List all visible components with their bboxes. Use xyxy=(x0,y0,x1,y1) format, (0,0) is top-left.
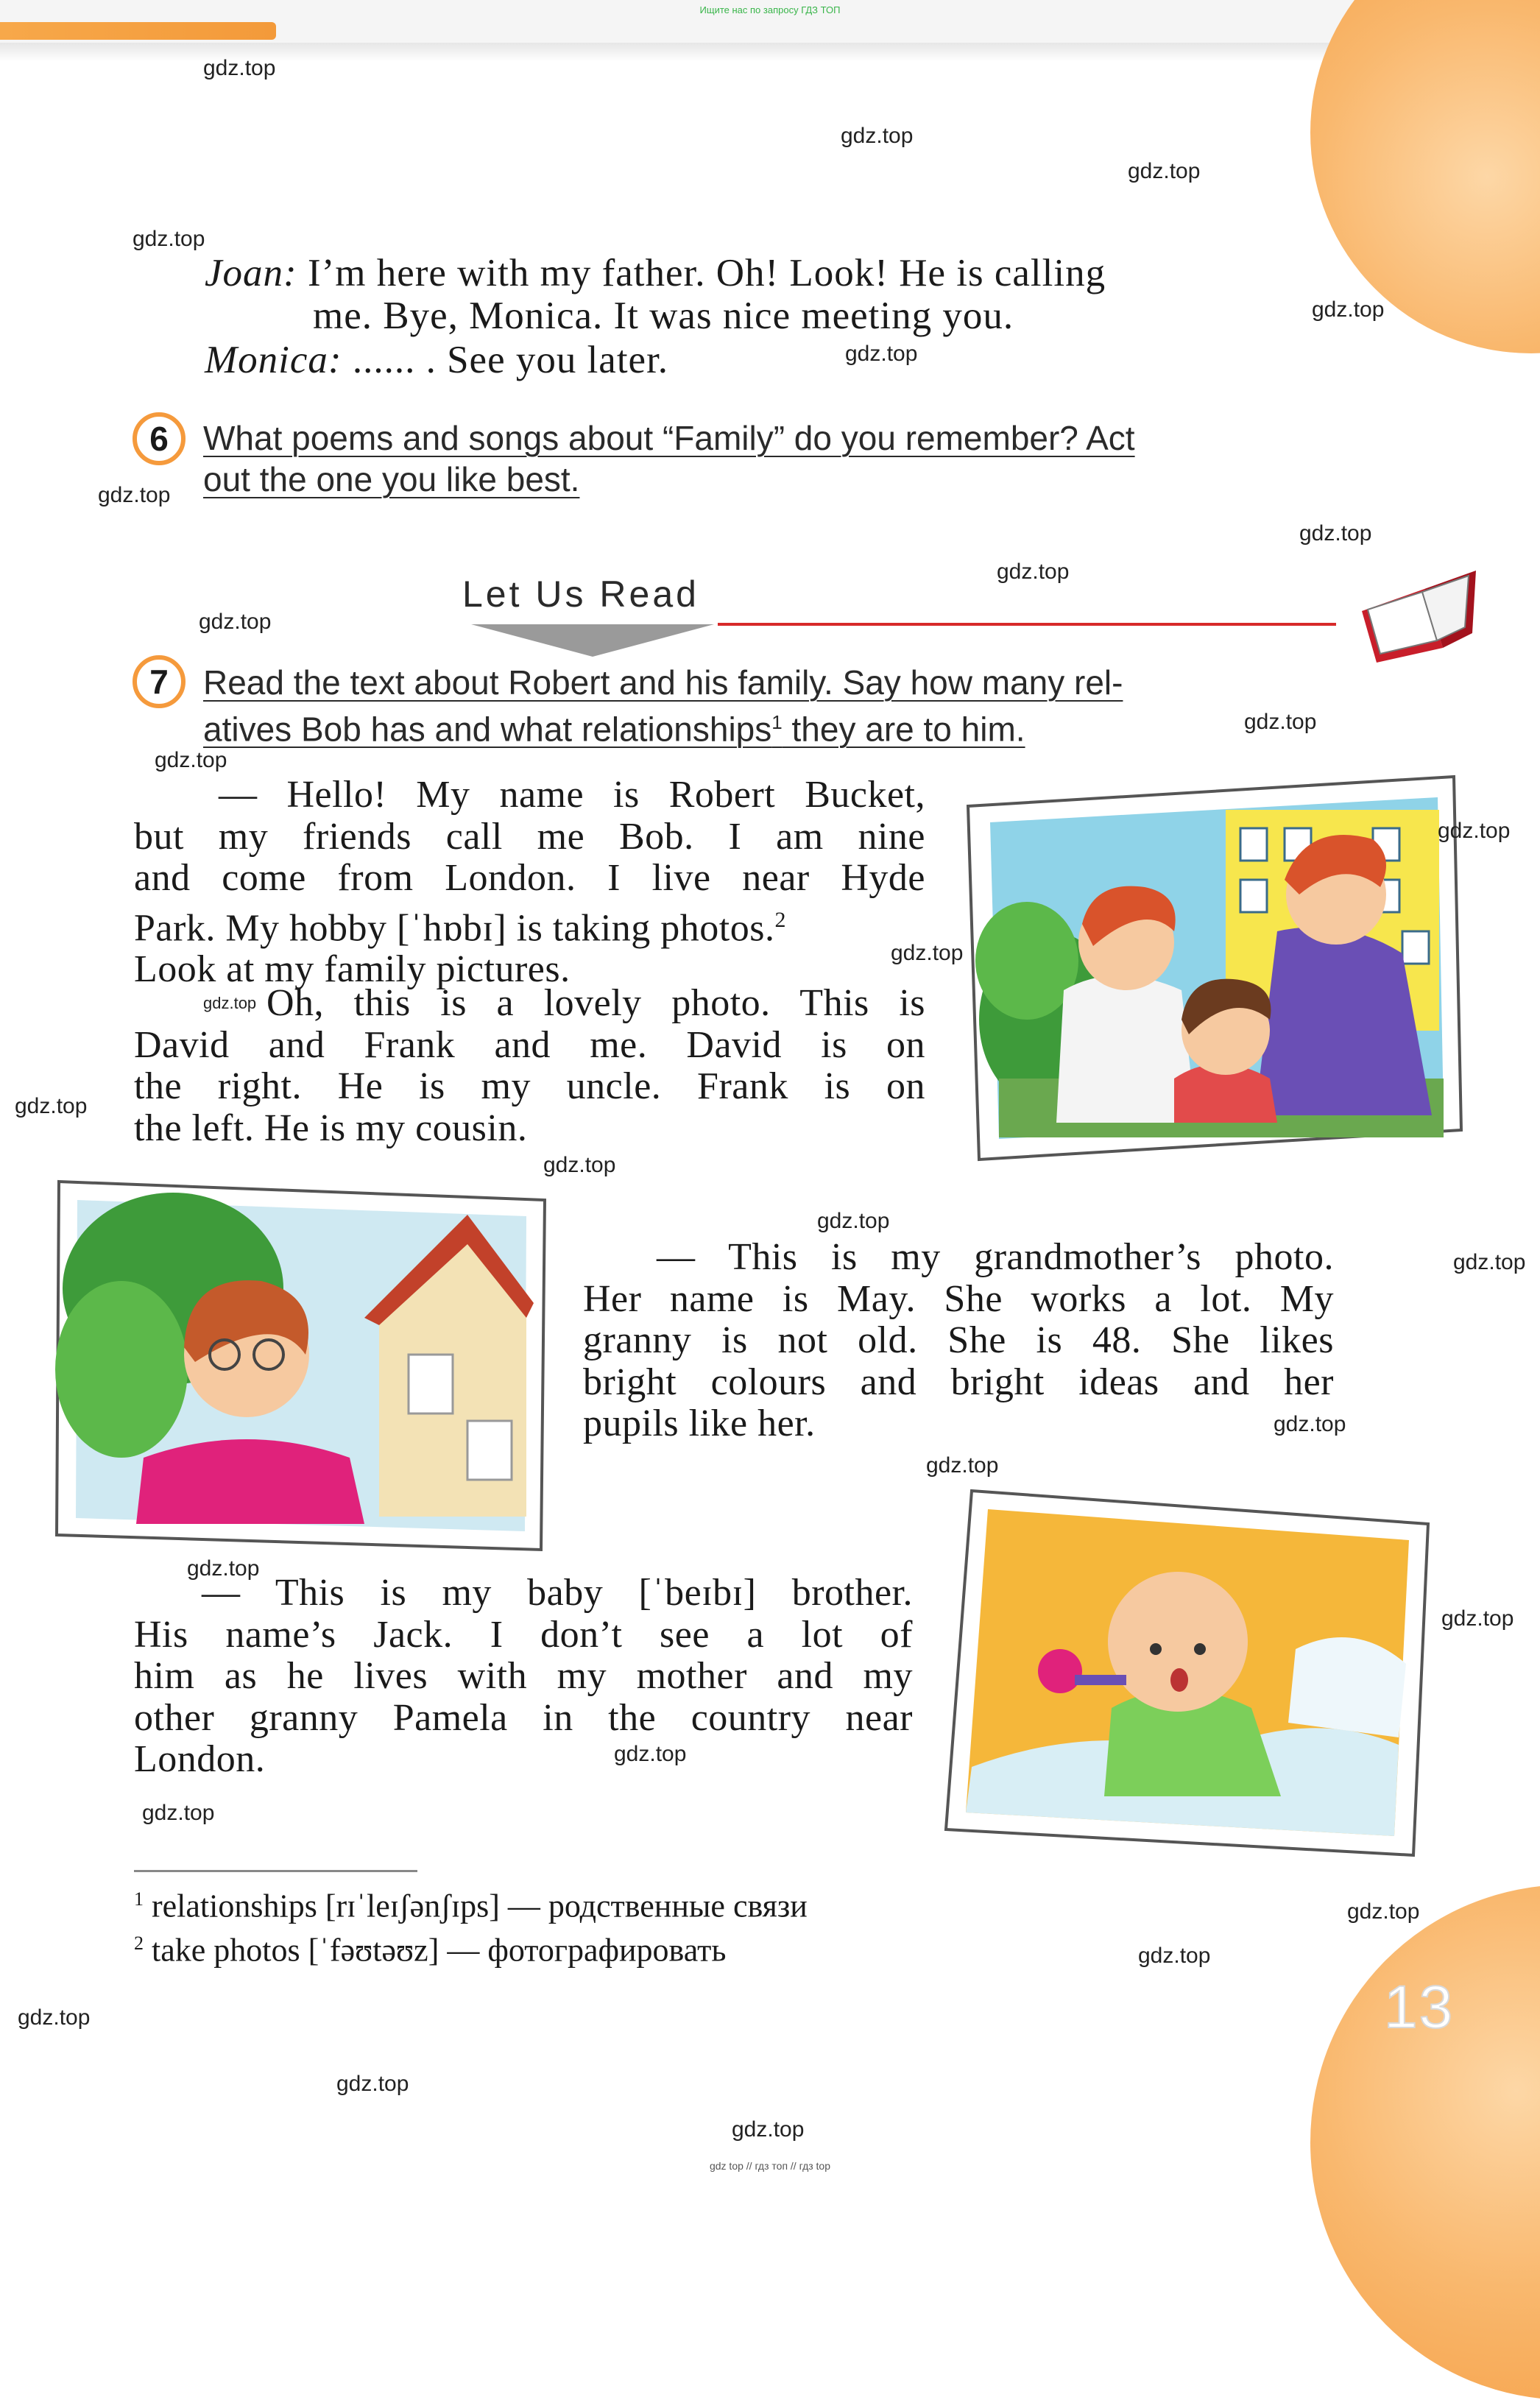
section-divider-line xyxy=(718,623,1336,626)
task-6-line-2: out the one you like best. xyxy=(203,460,580,498)
intro-line-1: — Hello! My name is Robert Bucket, xyxy=(219,774,925,816)
page-number: 13 xyxy=(1384,1974,1455,2041)
dialogue-line-joan-cont: me. Bye, Monica. It was nice meeting you. xyxy=(313,294,1014,337)
orange-corner-bottom xyxy=(1310,1885,1540,2400)
task-7-instruction xyxy=(203,663,1352,749)
p2-line-4: the left. He is my cousin. xyxy=(134,1107,528,1149)
watermark: gdz.top xyxy=(15,1094,88,1118)
watermark: gdz.top xyxy=(155,748,227,772)
open-book-icon xyxy=(1354,567,1480,663)
intro-line-3: and come from London. I live near Hyde xyxy=(134,857,925,899)
p3-line-4: bright colours and bright ideas and her xyxy=(583,1360,1334,1403)
watermark: gdz.top xyxy=(543,1153,616,1177)
footnote-2 xyxy=(134,1925,944,1969)
section-arrow-icon xyxy=(471,624,714,657)
watermark: gdz.top xyxy=(841,124,914,148)
footnote-1-number: 1 xyxy=(134,1888,144,1910)
p4-line-1: — This is my baby [ˈbeɪbɪ] brother. xyxy=(202,1572,913,1614)
watermark: gdz.top xyxy=(187,1556,260,1581)
p3-line-1: — This is my grandmother’s photo. xyxy=(657,1236,1334,1278)
footnote-ref-1: 1 xyxy=(771,711,783,733)
watermark: gdz.top xyxy=(732,2117,805,2142)
task-7-line-2 xyxy=(203,702,1352,749)
watermark: gdz.top xyxy=(845,342,918,366)
intro-line-5: Look at my family pictures. xyxy=(134,948,571,991)
p4-line-4: other granny Pamela in the country near xyxy=(134,1696,913,1739)
p3-line-5: pupils like her. xyxy=(583,1402,816,1444)
p3-line-3: granny is not old. She is 48. She likes xyxy=(583,1319,1334,1361)
watermark: gdz.top xyxy=(1299,521,1372,546)
watermark: gdz.top xyxy=(98,483,171,507)
photo-grandmother-illustration xyxy=(55,1178,556,1553)
watermark: gdz.top xyxy=(891,941,964,965)
photo-baby-brother-illustration xyxy=(942,1487,1435,1863)
p2-line-1: Oh, this is a lovely photo. This is xyxy=(266,982,925,1024)
watermark: gdz.top xyxy=(336,2072,409,2096)
p2-line-3: the right. He is my uncle. Frank is on xyxy=(134,1065,925,1107)
watermark: gdz.top xyxy=(1347,1899,1420,1924)
task-7-line-2b: they are to him. xyxy=(791,710,1025,749)
watermark: gdz.top xyxy=(997,560,1070,584)
watermark: gdz.top xyxy=(817,1209,890,1233)
speaker-monica: Monica: xyxy=(205,339,342,381)
task-7-line-1: Read the text about Robert and his family. Say how many rel- xyxy=(203,663,1123,702)
task-number-7: 7 xyxy=(133,655,186,708)
watermark: gdz.top xyxy=(1128,159,1201,183)
watermark: gdz.top xyxy=(1438,819,1511,843)
section-title: Let Us Read xyxy=(462,573,699,615)
paragraph-baby-brother xyxy=(134,1573,913,1781)
speaker-joan: Joan: xyxy=(205,252,297,294)
joan-text: I’m here with my father. Oh! Look! He is calling xyxy=(307,252,1106,294)
footnote-rule xyxy=(134,1870,417,1872)
intro-line-2: but my friends call me Bob. I am nine xyxy=(134,815,925,858)
watermark: gdz.top xyxy=(1138,1944,1211,1968)
dialogue-line-monica xyxy=(205,339,1235,381)
intro-line-4 xyxy=(134,900,925,950)
task-7-line-2a: atives Bob has and what relationships xyxy=(203,710,772,749)
watermark: gdz.top xyxy=(199,610,272,634)
watermark: gdz.top xyxy=(614,1742,687,1766)
paragraph-intro xyxy=(134,774,925,991)
dialogue-line-joan xyxy=(205,252,1338,294)
task-6-line-1: What poems and songs about “Family” do you remember? Act xyxy=(203,419,1135,457)
watermark: gdz.top xyxy=(142,1801,215,1825)
task-6-instruction xyxy=(203,418,1352,499)
footnotes xyxy=(134,1881,944,1969)
watermark: gdz.top xyxy=(18,2005,91,2030)
monica-text: ...... . See you later. xyxy=(352,339,669,381)
p3-line-2: Her name is May. She works a lot. My xyxy=(583,1277,1334,1320)
watermark: gdz.top xyxy=(133,227,205,251)
footnote-ref-2: 2 xyxy=(774,907,786,932)
watermark: gdz.top xyxy=(1441,1606,1514,1631)
intro-line-4-text: Park. My hobby [ˈhɒbɪ] is taking photos. xyxy=(134,906,775,949)
footnote-2-text: take photos [ˈfəʊtəʊz] — фотографировать xyxy=(152,1932,727,1969)
bottom-note: gdz top // гдз топ // гдз top xyxy=(709,2160,831,2172)
footnote-1 xyxy=(134,1881,944,1925)
p4-line-5: London. xyxy=(134,1738,266,1780)
p4-line-2: His name’s Jack. I don’t see a lot of xyxy=(134,1613,913,1656)
p4-line-3: him as he lives with my mother and my xyxy=(134,1655,913,1697)
watermark: gdz.top xyxy=(1244,710,1317,734)
top-search-note: Ищите нас по запросу ГДЗ ТОП xyxy=(699,4,841,15)
task-number-6: 6 xyxy=(133,412,186,465)
watermark: gdz.top xyxy=(1312,297,1385,322)
watermark: gdz.top xyxy=(203,56,276,80)
paragraph-grandmother xyxy=(583,1237,1334,1445)
top-orange-strip xyxy=(0,22,276,40)
watermark-small: gdz.top xyxy=(203,994,257,1012)
watermark: gdz.top xyxy=(1274,1412,1346,1436)
photo-uncle-cousin-illustration xyxy=(961,769,1469,1167)
watermark: gdz.top xyxy=(926,1453,999,1478)
footnote-2-number: 2 xyxy=(134,1932,144,1954)
footnote-1-text: relationships [rɪˈleɪʃənʃɪps] — родственные связи xyxy=(152,1888,808,1924)
watermark: gdz.top xyxy=(1453,1250,1526,1274)
p2-line-2: David and Frank and me. David is on xyxy=(134,1023,925,1066)
